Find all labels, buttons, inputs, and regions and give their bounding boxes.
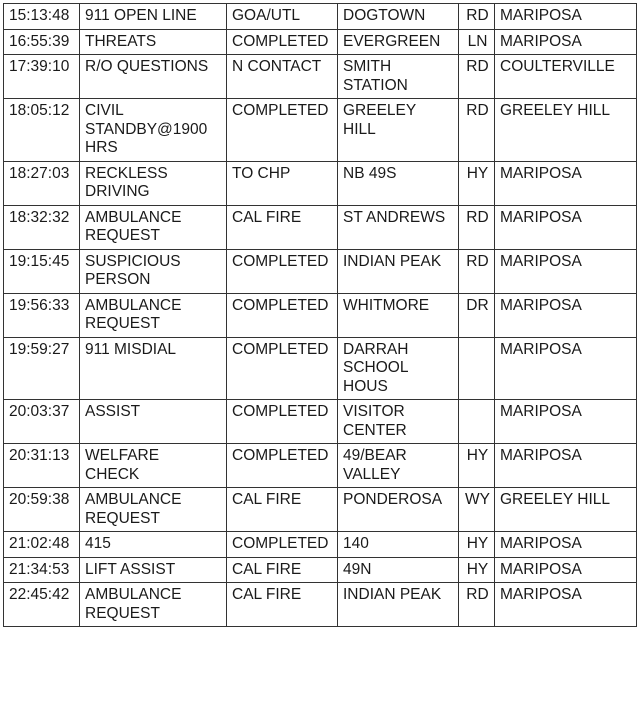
disposition-cell: CAL FIRE [227,557,338,583]
table-row [4,29,637,55]
call-type-cell: RECKLESS DRIVING [80,161,227,205]
table-row [4,249,637,293]
street-cell: 49N [338,557,459,583]
call-type-cell: SUSPICIOUS PERSON [80,249,227,293]
city-cell: MARIPOSA [495,557,637,583]
street-suffix-cell: RD [459,249,495,293]
city-cell: MARIPOSA [495,337,637,400]
street-cell: DOGTOWN [338,4,459,30]
call-time-cell: 19:59:27 [4,337,80,400]
city-cell: GREELEY HILL [495,488,637,532]
street-cell: ST ANDREWS [338,205,459,249]
table-row [4,161,637,205]
call-time-cell: 18:32:32 [4,205,80,249]
table-row [4,583,637,627]
call-time-cell: 15:13:48 [4,4,80,30]
city-cell: MARIPOSA [495,532,637,558]
street-cell: PONDEROSA [338,488,459,532]
city-cell: GREELEY HILL [495,99,637,162]
call-type-cell: AMBULANCE REQUEST [80,293,227,337]
city-cell: MARIPOSA [495,249,637,293]
disposition-cell: COMPLETED [227,400,338,444]
disposition-cell: COMPLETED [227,444,338,488]
call-type-cell: 911 MISDIAL [80,337,227,400]
city-cell: MARIPOSA [495,161,637,205]
table-row [4,337,637,400]
city-cell: MARIPOSA [495,29,637,55]
street-suffix-cell: RD [459,4,495,30]
street-suffix-cell: HY [459,161,495,205]
street-cell: VISITOR CENTER [338,400,459,444]
street-suffix-cell: HY [459,532,495,558]
call-time-cell: 17:39:10 [4,55,80,99]
disposition-cell: TO CHP [227,161,338,205]
city-cell: MARIPOSA [495,400,637,444]
call-type-cell: AMBULANCE REQUEST [80,583,227,627]
call-time-cell: 16:55:39 [4,29,80,55]
table-row [4,532,637,558]
call-type-cell: ASSIST [80,400,227,444]
street-suffix-cell: RD [459,99,495,162]
disposition-cell: COMPLETED [227,249,338,293]
call-time-cell: 20:31:13 [4,444,80,488]
street-suffix-cell [459,337,495,400]
street-suffix-cell: LN [459,29,495,55]
disposition-cell: COMPLETED [227,293,338,337]
street-cell: 140 [338,532,459,558]
disposition-cell: COMPLETED [227,99,338,162]
table-row [4,55,637,99]
call-type-cell: AMBULANCE REQUEST [80,488,227,532]
street-suffix-cell: RD [459,205,495,249]
disposition-cell: COMPLETED [227,532,338,558]
street-suffix-cell: RD [459,55,495,99]
street-suffix-cell: WY [459,488,495,532]
city-cell: MARIPOSA [495,444,637,488]
call-type-cell: 415 [80,532,227,558]
street-suffix-cell: DR [459,293,495,337]
street-cell: 49/BEAR VALLEY [338,444,459,488]
call-time-cell: 21:02:48 [4,532,80,558]
call-log-body [4,4,637,627]
disposition-cell: COMPLETED [227,337,338,400]
street-cell: GREELEY HILL [338,99,459,162]
call-time-cell: 19:15:45 [4,249,80,293]
city-cell: MARIPOSA [495,583,637,627]
call-type-cell: R/O QUESTIONS [80,55,227,99]
disposition-cell: CAL FIRE [227,488,338,532]
call-type-cell: AMBULANCE REQUEST [80,205,227,249]
table-row [4,557,637,583]
call-type-cell: WELFARE CHECK [80,444,227,488]
street-suffix-cell [459,400,495,444]
call-time-cell: 21:34:53 [4,557,80,583]
disposition-cell: GOA/UTL [227,4,338,30]
disposition-cell: COMPLETED [227,29,338,55]
call-time-cell: 18:27:03 [4,161,80,205]
disposition-cell: CAL FIRE [227,205,338,249]
street-cell: INDIAN PEAK [338,583,459,627]
street-cell: EVERGREEN [338,29,459,55]
street-cell: SMITH STATION [338,55,459,99]
street-cell: DARRAH SCHOOL HOUS [338,337,459,400]
call-time-cell: 19:56:33 [4,293,80,337]
disposition-cell: CAL FIRE [227,583,338,627]
call-time-cell: 20:03:37 [4,400,80,444]
street-cell: WHITMORE [338,293,459,337]
city-cell: MARIPOSA [495,293,637,337]
street-suffix-cell: RD [459,583,495,627]
table-row [4,4,637,30]
table-row [4,488,637,532]
table-row [4,444,637,488]
call-time-cell: 22:45:42 [4,583,80,627]
table-row [4,400,637,444]
street-suffix-cell: HY [459,444,495,488]
street-cell: INDIAN PEAK [338,249,459,293]
call-log-table [3,3,637,627]
street-suffix-cell: HY [459,557,495,583]
call-type-cell: THREATS [80,29,227,55]
call-time-cell: 20:59:38 [4,488,80,532]
disposition-cell: N CONTACT [227,55,338,99]
call-type-cell: 911 OPEN LINE [80,4,227,30]
table-row [4,99,637,162]
table-row [4,293,637,337]
city-cell: MARIPOSA [495,4,637,30]
call-time-cell: 18:05:12 [4,99,80,162]
call-type-cell: CIVIL STANDBY@1900 HRS [80,99,227,162]
table-row [4,205,637,249]
call-type-cell: LIFT ASSIST [80,557,227,583]
city-cell: MARIPOSA [495,205,637,249]
city-cell: COULTERVILLE [495,55,637,99]
street-cell: NB 49S [338,161,459,205]
